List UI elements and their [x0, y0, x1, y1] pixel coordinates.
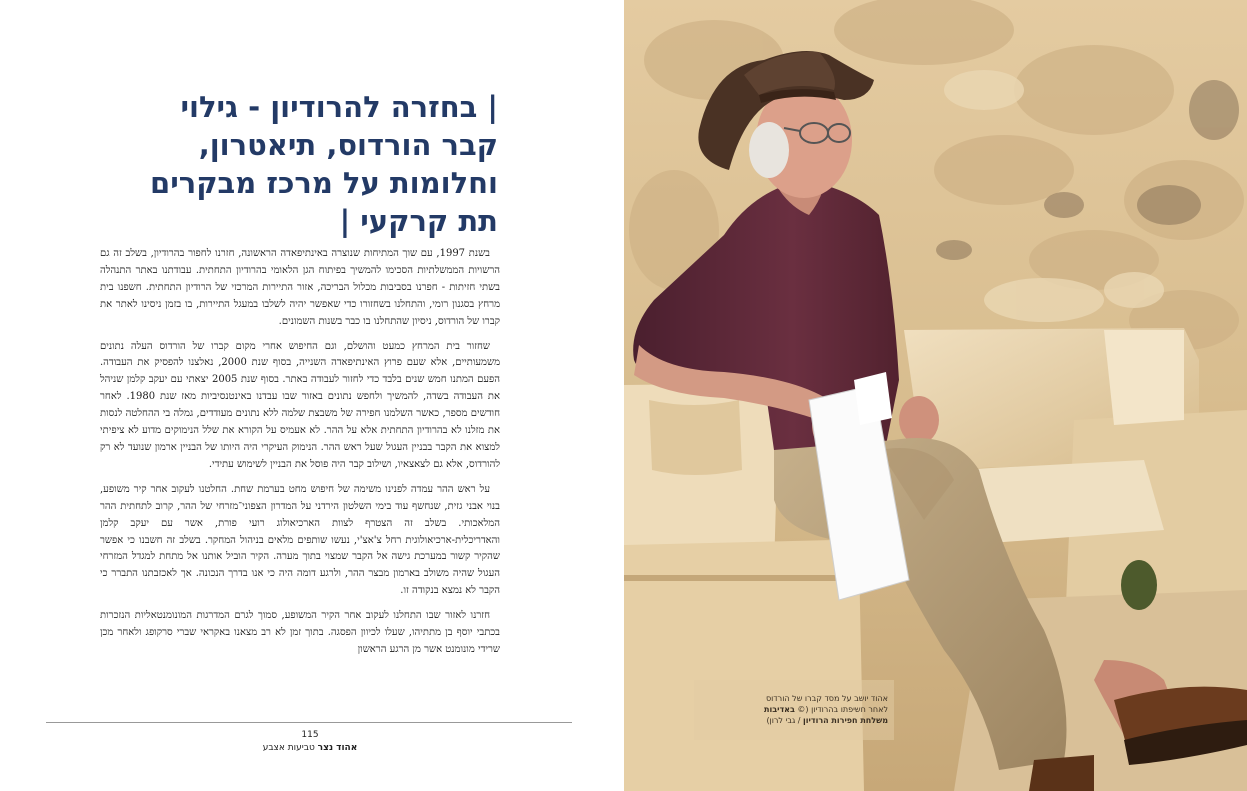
article-title: | בחזרה להרודיון - גילוי קבר הורדוס, תיאטרון, וחלומות על מרכז מבקרים תת קרקעי | — [150, 90, 498, 238]
paragraph: שחזור בית המרחץ כמעט והושלם, וגם החיפוש אחרי מקום קברו של הורדוס העלה נתונים משמעותיים, אלא שעם פרוץ האינתיפאדה השנייה, בסוף שנת 2000, נאלצנו להפסיק את העבודה. הפעם המתנו חמש שנים בלבד כדי לחזור לעבודה באתר. בסוף שנת 2005 יצאתי עם יעקב קלמן שניהל את העבודה בשדה, להמשיך ולחפש נתונים באזור שבו עבדנו באינטנסיביות מאז שנת 1980. לאחר חודשים מספר, כאשר השלמנו חפירה של משבצת שלמה ללא נתונים מעודדים, גמלה בי ההחלטה לנסות את מזלנו לא בהרודיון התחתית אלא על ההר. לא אעמיס על הקורא את שלל הנימוקים מדוע לא ציפיתי למצוא את הקבר בבניין העגול שעל ראש ההר. הנימוק העיקרי היה היותו של הבניין ארמון שנועד לא רק להורדוס, אלא גם לצאצאיו, ושילוב קבר היה פוסל את הבניין לשימוש עתידי. — [100, 340, 500, 470]
caption-line-3 — [700, 715, 888, 726]
caption-credit-photographer: / גבי לרון) — [766, 716, 804, 725]
paragraph: בשנת 1997, עם שוך המתיחות שנוצרה באינתיפאדה הראשונה, חזרנו לחפור בהרודיון, בשלב זה גם הרשויות הממשלתיות הסכימו להמשיך בפיתוח הגן הלאומי בהרודיון התחתית. עבודתנו באתר התנהלה בשתי חזיתות - חפרנו בסביבות מכלול הבריכה, אזור התיירות המרכזי של הרודיון התחתית. חשפנו בית מרחץ בסגנון רומי, והתחלנו בשחזורו כדי שאפשר יהיה לשלבו במעגל התיירות, בו בזמן ניסינו לאתר את קברו של הורדוס, ניסיון שהתחלנו בו כבר בשנות השמונים. — [100, 248, 500, 327]
photo-herodium-man-seated — [624, 0, 1247, 791]
footer-author: אהוד נצר — [317, 743, 358, 753]
caption-line-2 — [700, 704, 888, 715]
running-footer — [230, 743, 390, 753]
footer-divider — [46, 722, 572, 723]
paragraph: על ראש ההר עמדה לפנינו משימה של חיפוש מחט בערמת שחת. החלטנו לעקוב אחר קיר משופע, בנוי אבני גזית, שנחשף עוד בימי השלטון הירדני על המדרון הצפוני־מזרחי של ההר, קרוב לתחתית ההר המלאכותי. בשלב זה הצטרף לצוות הארכיאולוג רועי פורת, אשר עם יעקב קלמן והאדריכלית-ארכיאולוגית רחל צ'אצ'י, נעשו שותפים מלאים בניהול המחקר. בשלב זה חשבנו כי אפשר שהקיר קשור במערכת גישה אל הקבר שמצוי בתוך מערה. הקיר הוביל אותנו אל מתחת למגדל המזרחי העגול שהיה משולב בארמון מבצר ההר, ולרגע דומה היה כי אנו בדרך הנכונה. אך לאכזבתנו התברר כי הקבר לא נמצא בנקודה זו. — [100, 483, 500, 597]
caption-line-1: אהוד יושב על מסד קברו של הורדוס — [765, 694, 888, 703]
paragraph: חזרנו לאזור שבו התחלנו לעקוב אחר הקיר המשופע, סמוך לגרם המדרגות המונומנטאליות הנזכרות בכתבי יוסף בן מתתיהו, שעלו לכיוון הפסגה. בתוך זמן לא רב מצאנו באקראי שברי סרקופג ולאחר מכן שרידי מונומנט אשר מן הרגע הראשון — [100, 610, 500, 655]
photo-page — [624, 0, 1247, 791]
caption-credit-courtesy: באדיבות — [764, 705, 795, 714]
footer-book-title: טביעות אצבע — [262, 743, 315, 753]
caption-credit-expedition: משלחת חפירות הרודיון — [803, 716, 888, 725]
caption-line-2-text: לאחר חשיפתו בהרודיון (© — [794, 705, 888, 714]
photo-caption — [700, 693, 888, 726]
article-body — [100, 246, 500, 667]
page-number: 115 — [301, 730, 319, 740]
